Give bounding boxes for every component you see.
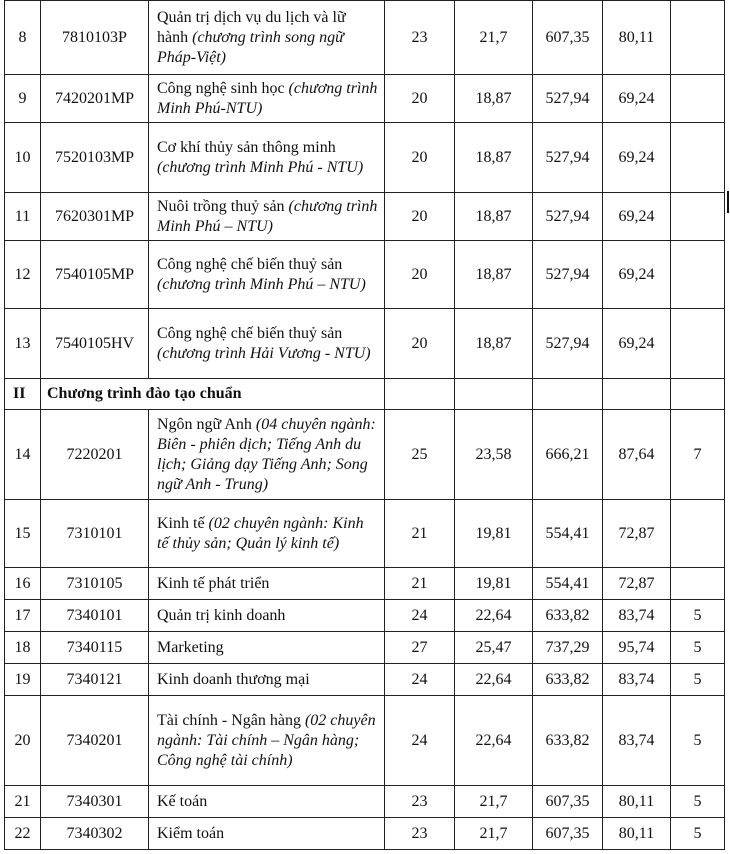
program-name: Kiểm toán	[149, 818, 385, 850]
value-col-5: 5	[671, 600, 725, 632]
row-index: 22	[5, 818, 41, 850]
value-col-4: 69,24	[603, 75, 671, 123]
value-col-1: 20	[385, 75, 455, 123]
value-col-5: 7	[671, 410, 725, 500]
value-col-1: 24	[385, 600, 455, 632]
value-col-3: 607,35	[533, 786, 603, 818]
value-col-1: 23	[385, 1, 455, 75]
program-code: 7340201	[41, 696, 149, 786]
value-col-5: 5	[671, 664, 725, 696]
value-col-4: 69,24	[603, 123, 671, 193]
table-row	[5, 1, 725, 75]
table-row	[5, 632, 725, 664]
value-col-1: 20	[385, 309, 455, 379]
value-col-1: 25	[385, 410, 455, 500]
section-title: Chương trình đào tạo chuẩn	[41, 379, 385, 410]
row-index: 21	[5, 786, 41, 818]
value-col-4: 80,11	[603, 818, 671, 850]
program-code: 7810103P	[41, 1, 149, 75]
program-code: 7310105	[41, 568, 149, 600]
value-col-2: 22,64	[455, 600, 533, 632]
value-col-5: 5	[671, 696, 725, 786]
value-col-1: 20	[385, 193, 455, 241]
value-col-3: 527,94	[533, 309, 603, 379]
table-row	[5, 818, 725, 850]
program-note: (02 chuyên ngành: Kinh tế thủy sản; Quản lý kinh tế)	[157, 514, 364, 552]
program-code: 7540105HV	[41, 309, 149, 379]
value-col-1: 27	[385, 632, 455, 664]
value-col-4: 83,74	[603, 600, 671, 632]
table-row	[5, 123, 725, 193]
program-name: Quản trị dịch vụ du lịch và lữ hành (chương trình song ngữ Pháp-Việt)	[149, 1, 385, 75]
value-col-4: 95,74	[603, 632, 671, 664]
program-name: Công nghệ chế biến thuỷ sản (chương trình Minh Phú – NTU)	[149, 241, 385, 309]
text-cursor	[727, 191, 729, 213]
value-col-2: 18,87	[455, 241, 533, 309]
value-col-2: 18,87	[455, 75, 533, 123]
value-col-5	[671, 1, 725, 75]
row-index: 20	[5, 696, 41, 786]
value-col-1: 21	[385, 500, 455, 568]
program-note: (chương trình Minh Phú-NTU)	[157, 79, 378, 117]
value-col-1: 24	[385, 696, 455, 786]
value-col-1: 23	[385, 786, 455, 818]
program-code: 7420201MP	[41, 75, 149, 123]
row-index: 17	[5, 600, 41, 632]
value-col-4: 83,74	[603, 664, 671, 696]
value-col-3: 607,35	[533, 1, 603, 75]
value-col-5	[671, 241, 725, 309]
table-row	[5, 786, 725, 818]
value-col-4: 69,24	[603, 241, 671, 309]
value-col-5: 5	[671, 632, 725, 664]
value-col-5	[671, 309, 725, 379]
row-index: 10	[5, 123, 41, 193]
program-note: (chương trình song ngữ Pháp-Việt)	[157, 28, 344, 66]
row-index: 13	[5, 309, 41, 379]
table-row	[5, 568, 725, 600]
program-name: Marketing	[149, 632, 385, 664]
value-col-3: 527,94	[533, 193, 603, 241]
value-col-4: 72,87	[603, 568, 671, 600]
program-name: Tài chính - Ngân hàng (02 chuyên ngành: Tài chính – Ngân hàng; Công nghệ tài chính)	[149, 696, 385, 786]
program-code: 7520103MP	[41, 123, 149, 193]
value-col-5	[671, 123, 725, 193]
value-col-2: 22,64	[455, 664, 533, 696]
program-code: 7540105MP	[41, 241, 149, 309]
value-col-2: 21,7	[455, 1, 533, 75]
admission-table	[4, 0, 725, 850]
program-name: Công nghệ chế biến thuỷ sản (chương trình Hải Vương - NTU)	[149, 309, 385, 379]
value-col-3: 666,21	[533, 410, 603, 500]
row-index: 14	[5, 410, 41, 500]
section-row	[5, 379, 725, 410]
value-col-3: 737,29	[533, 632, 603, 664]
program-code: 7620301MP	[41, 193, 149, 241]
program-note: (02 chuyên ngành: Tài chính – Ngân hàng; Công nghệ tài chính)	[157, 711, 376, 769]
program-name: Kinh doanh thương mại	[149, 664, 385, 696]
value-col-4: 80,11	[603, 786, 671, 818]
program-code: 7340121	[41, 664, 149, 696]
program-name: Ngôn ngữ Anh (04 chuyên ngành: Biên - phiên dịch; Tiếng Anh du lịch; Giảng dạy Tiếng Anh; Song ngữ Anh - Trung)	[149, 410, 385, 500]
table-row	[5, 193, 725, 241]
program-name: Kinh tế phát triển	[149, 568, 385, 600]
row-index: 18	[5, 632, 41, 664]
row-index: 12	[5, 241, 41, 309]
program-code: 7340101	[41, 600, 149, 632]
table-row	[5, 75, 725, 123]
program-name: Công nghệ sinh học (chương trình Minh Phú-NTU)	[149, 75, 385, 123]
value-col-2: 23,58	[455, 410, 533, 500]
value-col-3: 527,94	[533, 123, 603, 193]
program-note: (04 chuyên ngành: Biên - phiên dịch; Tiếng Anh du lịch; Giảng dạy Tiếng Anh; Song ngữ Anh - Trung)	[157, 415, 376, 493]
value-col-2: 21,7	[455, 818, 533, 850]
program-name: Quản trị kinh doanh	[149, 600, 385, 632]
value-col-5	[671, 500, 725, 568]
program-name: Kế toán	[149, 786, 385, 818]
value-col-1: 24	[385, 664, 455, 696]
value-col-3: 633,82	[533, 600, 603, 632]
program-code: 7310101	[41, 500, 149, 568]
value-col-4: 83,74	[603, 696, 671, 786]
program-code: 7340115	[41, 632, 149, 664]
value-col-2: 21,7	[455, 786, 533, 818]
row-index: 15	[5, 500, 41, 568]
program-note: (chương trình Minh Phú – NTU)	[157, 275, 366, 293]
value-col-2: 18,87	[455, 309, 533, 379]
value-col-2: 18,87	[455, 123, 533, 193]
row-index: 16	[5, 568, 41, 600]
value-col-4: 87,64	[603, 410, 671, 500]
program-note: (chương trình Hải Vương - NTU)	[157, 344, 371, 362]
value-col-3: 527,94	[533, 75, 603, 123]
program-name: Kinh tế (02 chuyên ngành: Kinh tế thủy sản; Quản lý kinh tế)	[149, 500, 385, 568]
value-col-1: 23	[385, 818, 455, 850]
value-col-5	[671, 75, 725, 123]
value-col-4: 69,24	[603, 193, 671, 241]
row-index: 9	[5, 75, 41, 123]
row-index: 11	[5, 193, 41, 241]
value-col-3: 527,94	[533, 241, 603, 309]
program-note: (chương trình Minh Phú – NTU)	[157, 197, 378, 235]
value-col-4: 69,24	[603, 309, 671, 379]
program-note: (chương trình Minh Phú - NTU)	[157, 158, 364, 176]
value-col-2: 25,47	[455, 632, 533, 664]
table-row	[5, 500, 725, 568]
program-code: 7340301	[41, 786, 149, 818]
value-col-5: 5	[671, 818, 725, 850]
value-col-4: 80,11	[603, 1, 671, 75]
table-row	[5, 241, 725, 309]
table-row	[5, 309, 725, 379]
value-col-5: 5	[671, 786, 725, 818]
table-row	[5, 410, 725, 500]
program-name: Nuôi trồng thuỷ sản (chương trình Minh Phú – NTU)	[149, 193, 385, 241]
program-code: 7220201	[41, 410, 149, 500]
value-col-2: 22,64	[455, 696, 533, 786]
value-col-5	[671, 568, 725, 600]
value-col-3: 554,41	[533, 568, 603, 600]
table-row	[5, 664, 725, 696]
value-col-4: 72,87	[603, 500, 671, 568]
value-col-5	[671, 193, 725, 241]
table-row	[5, 696, 725, 786]
value-col-2: 19,81	[455, 500, 533, 568]
row-index: 8	[5, 1, 41, 75]
table-row	[5, 600, 725, 632]
value-col-2: 18,87	[455, 193, 533, 241]
value-col-1: 20	[385, 241, 455, 309]
value-col-3: 633,82	[533, 696, 603, 786]
program-code: 7340302	[41, 818, 149, 850]
value-col-3: 633,82	[533, 664, 603, 696]
value-col-3: 554,41	[533, 500, 603, 568]
value-col-1: 20	[385, 123, 455, 193]
program-name: Cơ khí thủy sản thông minh (chương trình Minh Phú - NTU)	[149, 123, 385, 193]
section-number: II	[5, 379, 41, 410]
value-col-1: 21	[385, 568, 455, 600]
row-index: 19	[5, 664, 41, 696]
value-col-3: 607,35	[533, 818, 603, 850]
value-col-2: 19,81	[455, 568, 533, 600]
